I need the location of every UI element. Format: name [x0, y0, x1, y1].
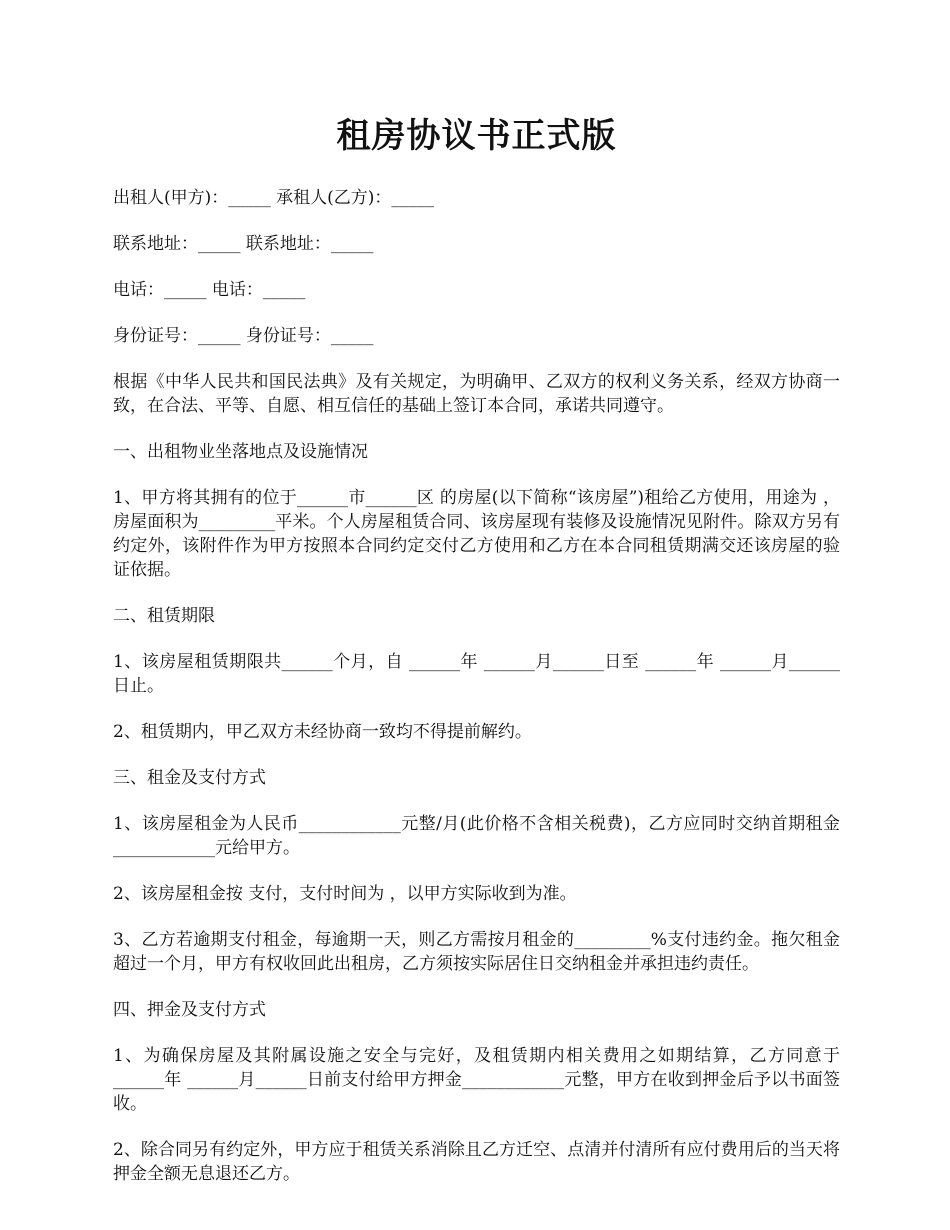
address-line: 联系地址：_____ 联系地址：_____ — [113, 234, 374, 254]
phone-line: 电话：_____ 电话：_____ — [113, 280, 306, 300]
clause-2-2: 2、租赁期内，甲乙双方未经协商一致均不得提前解约。 — [113, 722, 532, 742]
clause-1-1: 1、甲方将其拥有的位于______市______区 的房屋(以下简称“该房屋”)租给乙方使用，用途为 ，房屋面积为_________平米。个人房屋租赁合同、该房屋现有装修及设施情况见附件。除双方另有约定外，该附件作为甲方按照本合同约定交付乙方使用和乙方在本合同租赁期满交还该房屋的验证依据。 — [113, 488, 840, 580]
clause-3-1: 1、该房屋租金为人民币____________元整/月(此价格不含相关税费)，乙方应同时交纳首期租金____________元给甲方。 — [113, 814, 840, 858]
preamble-paragraph: 根据《中华人民共和国民法典》及有关规定，为明确甲、乙双方的权利义务关系，经双方协商一致，在合法、平等、自愿、相互信任的基础上签订本合同，承诺共同遵守。 — [113, 372, 840, 416]
clause-4-2: 2、除合同另有约定外，甲方应于租赁关系消除且乙方迁空、点清并付清所有应付费用后的当天将押金全额无息退还乙方。 — [113, 1140, 840, 1184]
clause-3-3: 3、乙方若逾期支付租金，每逾期一天，则乙方需按月租金的_________%支付违约金。拖欠租金超过一个月，甲方有权收回此出租房，乙方须按实际居住日交纳租金并承担违约责任。 — [113, 930, 840, 974]
section-heading-1: 一、出租物业坐落地点及设施情况 — [113, 442, 368, 462]
section-heading-2: 二、租赁期限 — [113, 606, 215, 626]
clause-2-1: 1、该房屋租赁期限共______个月，自 ______年 ______月______日至 ______年 ______月______日止。 — [113, 652, 840, 696]
clause-4-1: 1、为确保房屋及其附属设施之安全与完好，及租赁期内相关费用之如期结算，乙方同意于 ______年 ______月______日前支付给甲方押金____________元整，甲方在收到押金后予以书面签收。 — [113, 1046, 846, 1114]
section-heading-3: 三、租金及支付方式 — [113, 768, 266, 788]
clause-3-2: 2、该房屋租金按 支付，支付时间为 ，以甲方实际收到为准。 — [113, 884, 577, 904]
parties-line: 出租人(甲方)：_____ 承租人(乙方)：_____ — [113, 188, 434, 208]
id-number-line: 身份证号：_____ 身份证号：_____ — [113, 326, 374, 346]
document-title: 租房协议书正式版 — [336, 116, 617, 156]
section-heading-4: 四、押金及支付方式 — [113, 1000, 266, 1020]
